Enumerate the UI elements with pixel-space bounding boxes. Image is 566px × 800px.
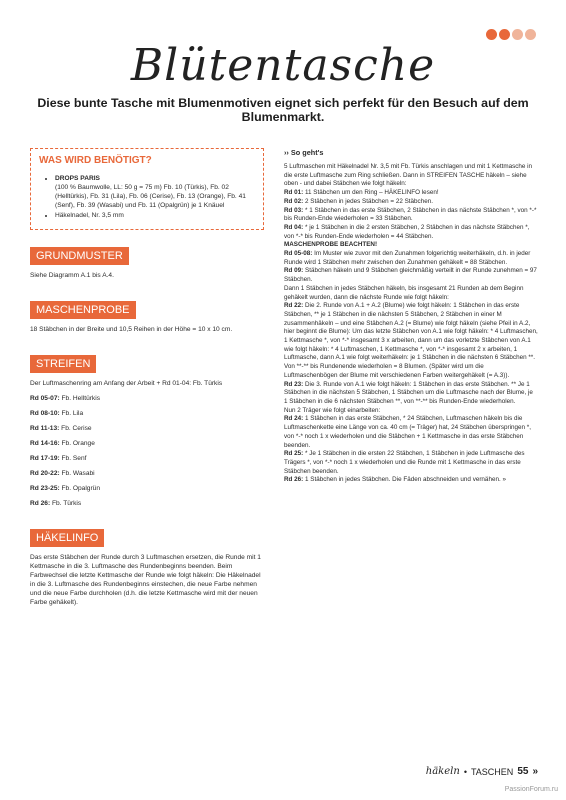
materials-heading: WAS WIRD BENÖTIGT? [39,155,152,166]
haekelinfo-section [30,528,264,607]
instruction-row [30,394,264,403]
streifen-rows [30,394,264,508]
row-text: * Je 1 Stäbchen in die ersten 22 Stäbchen, 1 Stäbchen in jede Luftmasche des Trägers *, von *-* noch 1 x wiederholen und die Runde mit 1 Kettmasche in das erste Stäbchen beenden. [284,450,525,475]
row-text: Fb. Cerise [59,425,92,432]
grundmuster-text: Siehe Diagramm A.1 bis A.4. [30,272,114,279]
streifen-intro: Der Luftmaschenring am Anfang der Arbeit + Rd 01-04: Fb. Türkis [30,380,223,387]
maschenprobe-section [30,300,264,334]
instruction-row [284,224,538,241]
instruction-row [30,484,264,493]
row-label: Rd 24: [284,415,304,423]
instruction-row [284,250,538,267]
footer-section: TASCHEN [470,766,514,777]
row-label: Rd 08-10: [30,410,60,417]
row-text: Die 3. Runde von A.1 wie folgt häkeln: 1 Stäbchen in das erste Stäbchen. ** Je 1 Stäbchen in die nächsten 5 Stäbchen, 1 Stäbchen um die Luftmasche nach der Blume, je 1 Stäbchen in die 6 nächsten Stäbchen **, von **-** bis Runden-Ende wiederholen. [284,380,533,405]
row-text: Fb. Lila [59,410,84,417]
right-column [284,148,538,485]
row-label: Rd 25: [284,450,304,458]
arrows-icon: » [532,766,538,777]
page-subtitle: Diese bunte Tasche mit Blumenmotiven eignet sich perfekt für den Besuch auf dem Blumenmarkt. [37,96,529,124]
grundmuster-heading: GRUNDMUSTER [30,247,129,265]
instruction-row [284,198,538,207]
row-text: 1 Stäbchen in jedes Stäbchen. Die Fäden abschneiden und vernähen. » [303,476,506,484]
row-text: Fb. Opalgrün [59,485,101,492]
row-text: Fb. Orange [59,440,95,447]
instructions-rows [284,415,538,485]
row-text: 2 Stäbchen in jedes Stäbchen = 22 Stäbchen. [303,197,433,205]
instructions-rows [284,302,538,406]
streifen-section [30,354,264,508]
maschenprobe-text: 18 Stäbchen in der Breite und 10,5 Reihen in der Höhe = 10 x 10 cm. [30,326,233,333]
row-text: 11 Stäbchen um den Ring – HÄKELINFO lesen! [303,189,439,197]
instructions-paragraph: Dann 1 Stäbchen in jedes Stäbchen häkeln, bis insgesamt 21 Runden ab dem Beginn gehäkelt wurden, dann die nächste Runde wie folgt häkeln: [284,284,524,301]
row-text: Fb. Senf [59,455,87,462]
row-label: Rd 26: [30,500,51,507]
page-dots [486,29,536,40]
row-label: Rd 26: [284,476,304,484]
dot-3 [512,29,523,40]
row-label: Rd 22: [284,302,304,310]
row-label: Rd 03: [284,206,304,214]
instruction-row [284,381,538,407]
dot-1 [486,29,497,40]
dot-2 [499,29,510,40]
dot-4 [525,29,536,40]
grundmuster-section [30,246,264,280]
row-label: Rd 09: [284,267,304,275]
row-text: 1 Stäbchen in das erste Stäbchen, * 24 Stäbchen, Luftmaschen häkeln bis die Luftmaschenkette eine Länge von ca. 40 cm (= Träger) hat, 24 Stäbchen überspringen *, von *-* noch 1 x wiederholen und die Stäbchen + 1 Kettmasche in das erste Stäbchen beenden. [284,415,531,449]
left-column [30,148,264,607]
row-label: Rd 23: [284,380,304,388]
page-title: Blütentasche [130,40,436,91]
instruction-row [284,302,538,380]
row-label: Rd 05-08: [284,250,313,258]
instruction-row [30,409,264,418]
instructions-paragraph: Nun 2 Träger wie folgt einarbeiten: [284,406,381,414]
row-text: Fb. Helltürkis [59,395,100,402]
row-label: Rd 11-13: [30,425,60,432]
row-label: Rd 05-07: [30,395,60,402]
row-label: Rd 23-25: [30,485,60,492]
instruction-row [284,415,538,450]
footer-bullet: • [463,766,467,777]
instruction-row [284,207,538,224]
instruction-row [284,189,538,198]
maschenprobe-note: MASCHENPROBE BEACHTEN! [284,241,378,249]
materials-box [30,148,264,230]
row-text: * 1 Stäbchen in das erste Stäbchen, 2 Stäbchen in das nächste Stäbchen *, von *-* bis Runden-Ende wiederholen = 33 Stäbchen. [284,206,537,223]
page-footer [426,766,538,777]
row-text: Im Muster wie zuvor mit den Zunahmen folgerichtig weiterhäkeln, d.h. in jeder Runde wird 1 Stäbchen mehr zwischen den Zunahmen gehäkelt = 88 Stäbchen. [284,250,531,266]
row-label: Rd 01: [284,189,304,197]
instructions-rows [284,189,538,241]
instruction-row [30,499,264,508]
instructions-heading: ›› So geht's [284,148,324,157]
row-label: Rd 17-19: [30,455,60,462]
materials-list [39,174,255,220]
row-text: Fb. Wasabi [59,470,95,477]
instruction-row [284,450,538,476]
instruction-row [30,454,264,463]
haekelinfo-text: Das erste Stäbchen der Runde durch 3 Luftmaschen ersetzen, die Runde mit 1 Kettmasche in die 3. Luftmasche des Rundenbeginns beenden. Beim Farbwechsel die letzte Kettmasche der Runde wie folgt häkeln: Die Häkelnadel in die 3. Luftmasche des Rundenbeginns einstechen, die neue Farbe nehmen und die neue Farbe durchholen (d.h. die letzte Kettmasche wird mit der neuen Farbe gehäkelt). [30,554,261,606]
row-text: Die 2. Runde von A.1 + A.2 (Blume) wie folgt häkeln: 1 Stäbchen in das erste Stäbchen, ** je 1 Stäbchen in die nächsten 5 Stäbchen, 2 Stäbchen in einer M zusammenhäkeln – und eine Stäbchen A.2 (= Blume) wie folgt häkeln (siehe Pfeil in A.2, hier beginnt die Blume): Um das letzte Stäbchen von A.1 wie folgt häkeln: * 4 Luftmaschen, 1 Kettmasche *, von *-* insgesamt 3 x arbeiten, dann um das vorletzte Stäbchen von A.1 wie folgt häkeln: * 4 Luftmaschen, 1 Kettmasche *, von *-* insgesamt 2 x arbeiten, 1 Luftmasche, dann A.1 wie folgt weiterhäkeln: je 1 Stäbchen in die nächsten 6 Stäbchen **. Von **-** bis Rundenende wiederholen = 8 Blumen. (Später wird um die Luftmaschenbögen der Blume mit verschiedenen Farben weitergehäkelt (= A.3)). [284,302,538,379]
instruction-row [284,267,538,284]
maschenprobe-heading: MASCHENPROBE [30,301,136,319]
instructions-rows [284,250,538,285]
instruction-row [284,476,538,485]
instruction-row [30,469,264,478]
row-text: * je 1 Stäbchen in die 2 ersten Stäbchen, 2 Stäbchen in das nächste Stäbchen *, von *-* bis Runden-Ende wiederholen = 44 Stäbchen. [284,223,530,240]
row-text: Fb. Türkis [50,500,82,507]
row-label: Rd 02: [284,197,304,205]
instruction-row [30,439,264,448]
page-number: 55 [517,766,529,777]
materials-item: • Häkelnadel, Nr. 3,5 mm [55,211,255,220]
row-label: Rd 04: [284,223,304,231]
haekelinfo-heading: HÄKELINFO [30,529,104,547]
streifen-heading: STREIFEN [30,355,96,373]
footer-brand: häkeln [425,766,460,777]
instructions-intro: 5 Luftmaschen mit Häkelnadel Nr. 3,5 mit Fb. Türkis anschlagen und mit 1 Kettmasche in die erste Luftmasche zum Ring schließen. Dann in STREIFEN TASCHE häkeln – siehe oben - und dabei Stäbchen wie folgt häkeln: [284,163,533,188]
materials-item: • DROPS PARIS (100 % Baumwolle, LL: 50 g = 75 m) Fb. 10 (Türkis), Fb. 02 (Helltürkis), Fb. 31 (Lila), Fb. 06 (Cerise), Fb. 13 (Orange), Fb. 41 (Senf), Fb. 39 (Wasabi) und Fb. 11 (Opalgrün) je 1 Knäuel [55,174,255,210]
row-text: Stäbchen häkeln und 9 Stäbchen gleichmäßig verteilt in der Runde zunehmen = 97 Stäbchen. [284,267,537,284]
watermark: PassionForum.ru [504,786,558,793]
row-label: Rd 14-16: [30,440,60,447]
row-label: Rd 20-22: [30,470,60,477]
instruction-row [30,424,264,433]
